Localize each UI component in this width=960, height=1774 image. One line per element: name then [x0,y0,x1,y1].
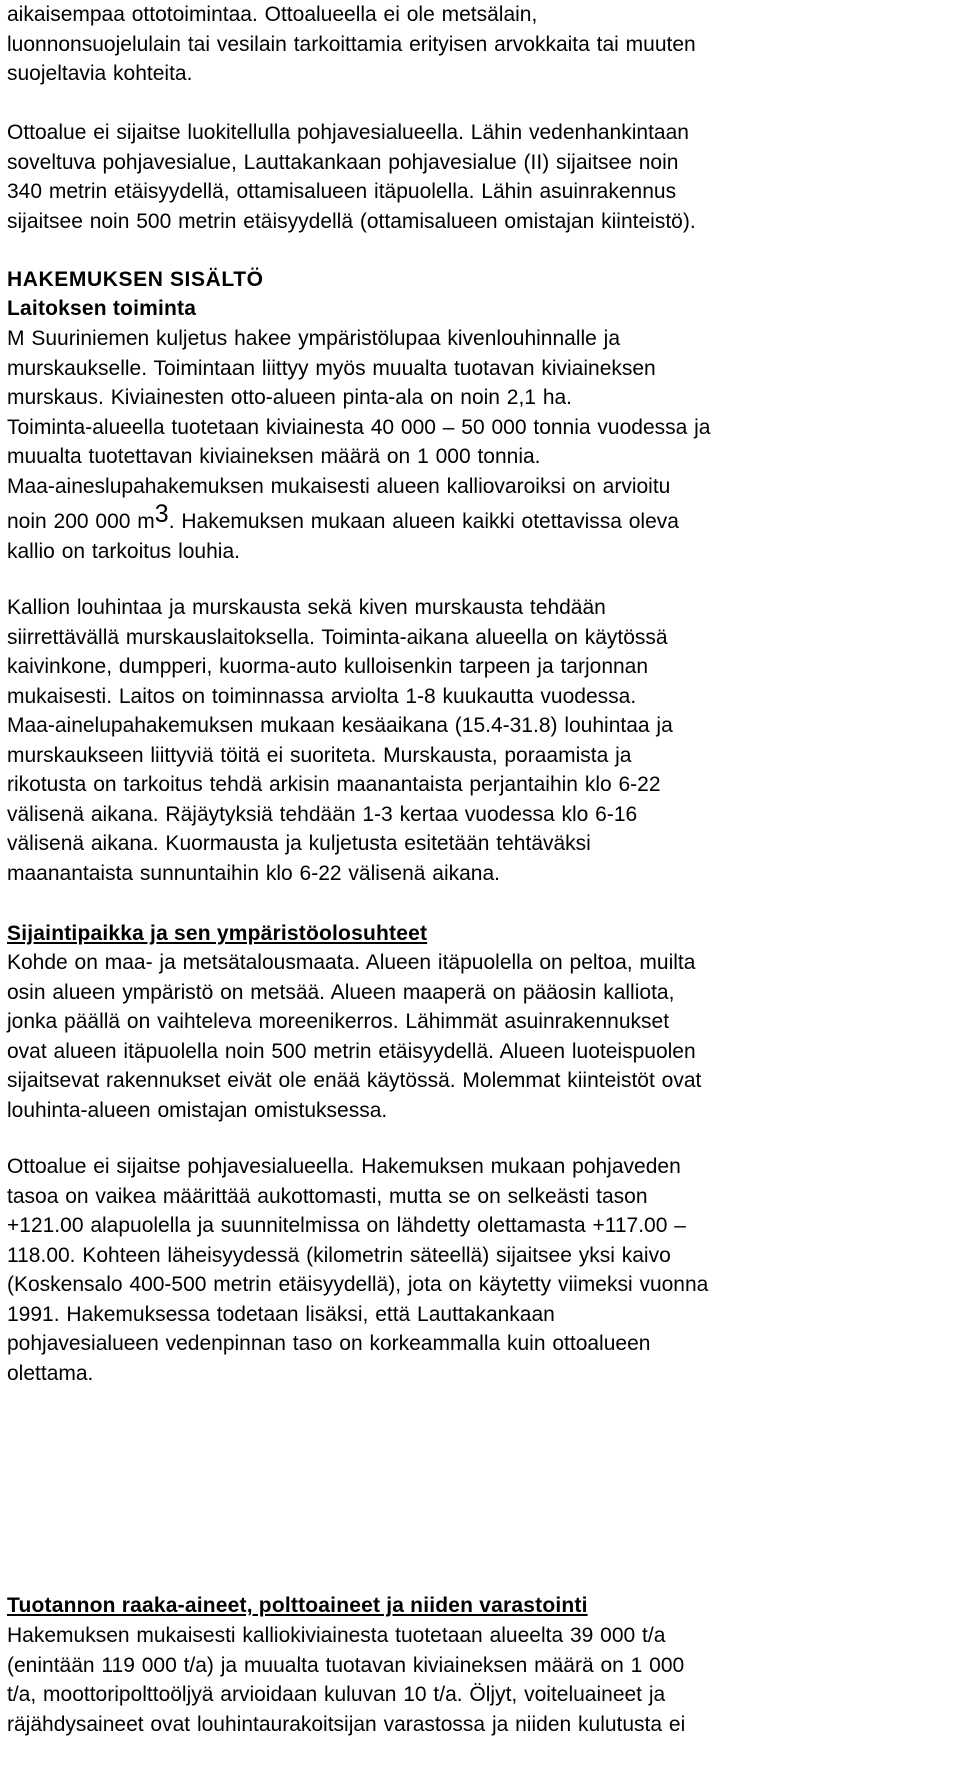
text-line: +121.00 alapuolella ja suunnitelmissa on lähdetty olettamasta +117.00 – [7,1214,686,1237]
text-line: räjähdysaineet ovat louhintaurakoitsijan varastossa ja niiden kulutusta ei [7,1712,686,1736]
text-line: sijaitsevat rakennukset eivät ole enää käytössä. Molemmat kiinteistöt ovat [7,1069,702,1092]
text-line: maanantaista sunnuntaihin klo 6-22 välisenä aikana. [7,861,500,885]
section-heading-application-content: HAKEMUKSEN SISÄLTÖ [7,268,264,291]
paragraph-quarrying-and-crushing [7,593,955,888]
text-line: muualta tuotettavan kiviaineksen määrä on 1 000 tonnia. [7,445,541,468]
text-line: M Suuriniemen kuljetus hakee ympäristölupaa kivenlouhinnalle ja [7,327,621,350]
text-line: 118.00. Kohteen läheisyydessä (kilometrin säteellä) sijaitsee yksi kaivo [7,1243,671,1267]
text-line: ovat alueen itäpuolella noin 500 metrin etäisyydellä. Alueen luoteispuolen [7,1039,696,1063]
text-line: pohjavesialueen vedenpinnan taso on korkeammalla kuin ottoalueen [7,1332,651,1355]
paragraph-production-materials [7,1621,955,1739]
text-line: rikotusta on tarkoitus tehdä arkisin maanantaista perjantaihin klo 6-22 [7,773,661,796]
text-line: sijaitsee noin 500 metrin etäisyydellä (ottamisalueen omistajan kiinteistö). [7,209,696,233]
text-line: soveltuva pohjavesialue, Lauttakankaan pohjavesialue (II) sijaitsee noin [7,150,679,174]
text-line: luonnonsuojelulain tai vesilain tarkoittamia erityisen arvokkaita tai muuten [7,32,696,56]
paragraph-protected-sites [7,0,955,89]
superscript-exponent: 3 [154,500,169,528]
text-line: siirrettävällä murskauslaitoksella. Toiminta-aikana alueella on käytössä [7,625,668,649]
text-line: (Koskensalo 400-500 metrin etäisyydellä), jota on käytetty viimeksi vuonna [7,1273,709,1296]
text-line: aikaisempaa ottotoimintaa. Ottoalueella ei ole metsälain, [7,3,538,26]
text-line: tasoa on vaikea määrittää aukottomasti, mutta se on selkeästi tason [7,1184,648,1208]
paragraph-facility-operation [7,324,955,566]
subheading-raw-materials-fuels: Tuotannon raaka-aineet, polttoaineet ja niiden varastointi [7,1594,588,1617]
text-line: louhinta-alueen omistajan omistuksessa. [7,1098,388,1122]
text-line: Ottoalue ei sijaitse pohjavesialueella. Hakemuksen mukaan pohjaveden [7,1155,681,1178]
text-line: mukaisesti. Laitos on toiminnassa arviolta 1-8 kuukautta vuodessa. [7,684,637,708]
text-line: Maa-aineslupahakemuksen mukaisesti alueen kalliovaroiksi on arvioitu [7,474,671,498]
text-line: suojeltavia kohteita. [7,62,193,85]
paragraph-groundwater-area [7,118,955,236]
text-line: olettama. [7,1361,94,1385]
text-line: Toiminta-alueella tuotetaan kiviainesta 40 000 – 50 000 tonnia vuodessa ja [7,415,711,439]
text-line: kaivinkone, dumpperi, kuorma-auto kulloisenkin tarpeen ja tarjonnan [7,655,649,678]
text-line: jonka päällä on vaihteleva moreenikerros. Lähimmät asuinrakennukset [7,1010,670,1033]
text-line: 340 metrin etäisyydellä, ottamisalueen itäpuolella. Lähin asuinrakennus [7,180,677,203]
text-line: murskaus. Kiviainesten otto-alueen pinta-ala on noin 2,1 ha. [7,386,573,409]
text-line: osin alueen ympäristö on metsää. Alueen maaperä on pääosin kalliota, [7,980,675,1004]
paragraph-location-description [7,948,955,1125]
subheading-location-environment: Sijaintipaikka ja sen ympäristöolosuhteet [7,922,428,945]
text-line: Maa-ainelupahakemuksen mukaan kesäaikana (15.4-31.8) louhintaa ja [7,714,673,737]
text-line: (enintään 119 000 t/a) ja muualta tuotavan kiviaineksen määrä on 1 000 [7,1653,685,1677]
text-line-with-superscript [7,501,955,537]
text-line: Kohde on maa- ja metsätalousmaata. Alueen itäpuolella on peltoa, muilta [7,951,696,974]
text-line: välisenä aikana. Kuormausta ja kuljetusta esitetään tehtäväksi [7,832,591,855]
text-line: 1991. Hakemuksessa todetaan lisäksi, että Lauttakankaan [7,1302,555,1326]
text-line: t/a, moottoripolttoöljyä arvioidaan kuluvan 10 t/a. Öljyt, voiteluaineet ja [7,1683,666,1706]
text-line: murskaukselle. Toimintaan liittyy myös muualta tuotavan kiviaineksen [7,356,656,380]
paragraph-groundwater-level [7,1152,955,1388]
text-line: Hakemuksen mukaisesti kalliokiviainesta tuotetaan alueelta 39 000 t/a [7,1624,666,1647]
text-fragment: noin 200 000 m [7,510,155,533]
text-line: Kallion louhintaa ja murskausta sekä kiven murskausta tehdään [7,596,606,619]
subheading-facility-operation: Laitoksen toiminta [7,297,197,320]
text-line: kallio on tarkoitus louhia. [7,539,240,563]
text-line: murskaukseen liittyviä töitä ei suoriteta. Murskausta, poraamista ja [7,743,632,767]
text-fragment: . Hakemuksen mukaan alueen kaikki otettavissa oleva [168,510,679,533]
text-line: välisenä aikana. Räjäytyksiä tehdään 1-3 kertaa vuodessa klo 6-16 [7,802,638,826]
text-line: Ottoalue ei sijaitse luokitellulla pohjavesialueella. Lähin vedenhankintaan [7,121,689,144]
